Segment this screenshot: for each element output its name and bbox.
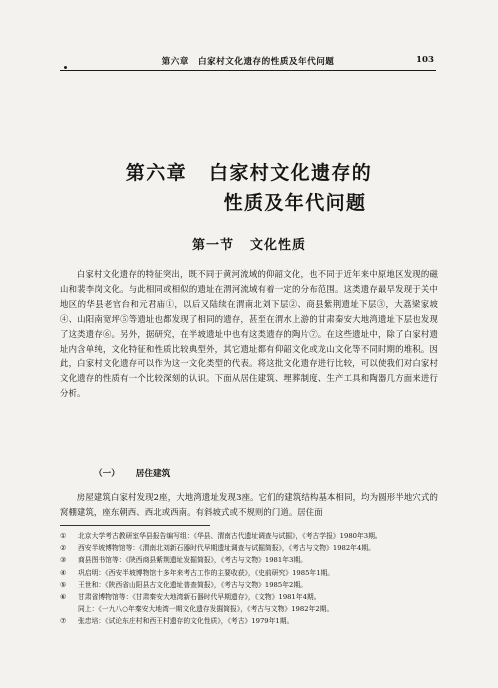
footnote-text: 巩启明：《西安半坡博物馆十多年来考古工作的主要收获》，《史前研究》1985年1期。	[78, 568, 335, 577]
footnote-text: 北京大学考古教研室华县报告编写组：《华县、渭南古代遗址调查与试掘》，《考古学报》1980年3期。	[78, 532, 382, 540]
page-number: 103	[416, 55, 434, 65]
footnote-text: 张忠培：《试论东庄村和西王村遗存的文化性质》，《考古》1979年1期。	[78, 617, 294, 626]
footnote-3	[60, 554, 450, 566]
footnote-marker: ②	[60, 544, 67, 553]
body-paragraph-1: 白家村文化遗存的特征突出，既不同于黄河流域的仰韶文化，也不同于近年来中原地区发现的磁山和裴李岗文化。与此相同或相似的遗址在渭河流域有着一定的分布范围。这类遗存最早发现于关中地区的华县老官台和元君庙①，以后又陆续在渭南北刘下层②、商县紫荆遗址下层③，大荔梁家坡④、山阳南宽坪⑤等遗址也都发现了相同的遗存，甚至在渭水上游的甘肃秦安大地湾遗址下层也发现了这类遗存⑥。另外，据研究，在半坡遗址中也有这类遗存的陶片⑦。在这些遗址中，除了白家村遗址内含单纯，文化特征和性质比较典型外，其它遗址都有仰韶文化或龙山文化等不同时期的堆积。因此，白家村文化遗存可以作为这一文化类型的代表。将这批文化遗存进行比较，可以使我们对白家村文化遗存的性质有一个比较深刻的认识。下面从居住建筑、埋葬制度、生产工具和陶器几方面来进行分析。	[60, 269, 438, 399]
footnote-text: 甘肃省博物馆等：《甘肃秦安大地湾新石器时代早期遗存》，《文物》1981年4期。	[78, 593, 321, 602]
footnote-marker: ④	[60, 568, 67, 577]
footnote-rule	[60, 525, 210, 526]
chapter-title-line-2: 性质及年代问题	[223, 192, 367, 214]
footnote-marker: ⑥	[60, 593, 67, 602]
subsection-number: （一）	[94, 469, 120, 479]
section-title: 文化性质	[250, 238, 307, 253]
footnote-marker: ⑤	[60, 580, 67, 589]
footnote-text: 商县图书馆等：《陕西商县紫荆遗址发掘简报》，《考古与文物》1981年3期。	[78, 556, 307, 565]
footnote-marker: ③	[60, 556, 67, 565]
footnote-4	[60, 567, 450, 579]
body-paragraph-2: 房屋建筑白家村发现2座，大地湾遗址发现3座。它们的建筑结构基本相同，均为圆形半地穴式的窝棚建筑，座东朝西、西北或西南。有斜坡式或不规则的门道。居住面	[60, 492, 438, 517]
scan-speck	[64, 66, 67, 69]
footnote-6	[60, 591, 450, 603]
footnote-1	[60, 530, 450, 542]
footnote-6-continuation: 同上：《一九八○年秦安大地湾一期文化遗存发掘简报》，《考古与文物》1982年2期。	[78, 605, 334, 614]
running-head-title: 第六章 白家村文化遗存的性质及年代问题	[161, 57, 335, 67]
footnote-marker: ⑦	[60, 617, 67, 626]
footnote-marker: ①	[60, 532, 67, 540]
footnote-5	[60, 579, 450, 591]
section-heading	[0, 234, 498, 253]
subsection-title: 居住建筑	[135, 469, 171, 479]
subsection-heading	[94, 467, 170, 479]
chapter-title-line-1	[0, 158, 498, 185]
chapter-number: 第六章	[125, 162, 187, 184]
footnotes	[60, 530, 450, 628]
footnote-text: 王世和：《陕西省山阳县古文化遗址普查简报》，《考古与文物》1985年2期。	[78, 580, 307, 589]
section-number: 第一节	[191, 238, 234, 253]
footnote-text: 西安半坡博物馆等：《渭南北刘新石器时代早期遗址调查与试掘简报》，《考古与文物》1982年4期。	[78, 544, 375, 553]
running-head	[60, 54, 436, 71]
chapter-title-part-1: 白家村文化遗存的	[209, 162, 373, 184]
footnote-2	[60, 542, 450, 554]
footnote-7	[60, 615, 450, 627]
